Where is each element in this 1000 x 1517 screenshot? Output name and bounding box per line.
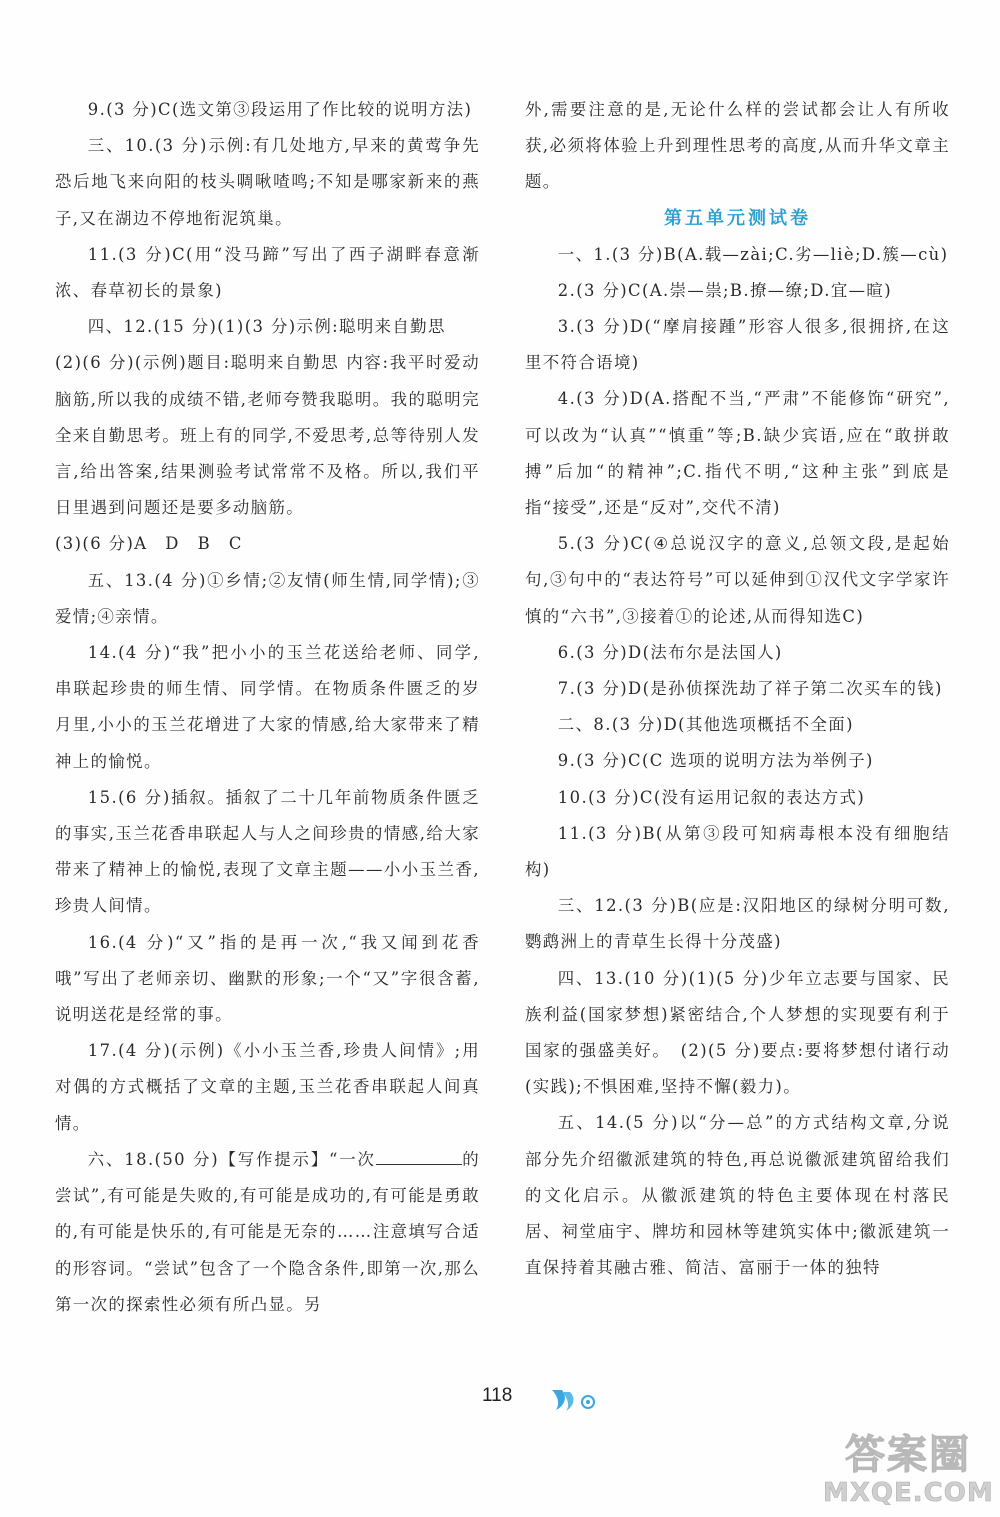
answer-paragraph: (3)(6 分)A D B C	[55, 534, 243, 554]
watermark	[823, 1432, 993, 1508]
section-title: 第五单元测试卷	[664, 207, 811, 229]
answer-paragraph: 一、1.(3 分)B(A.载—zài;C.劣—liè;D.簇—cù)	[557, 244, 949, 264]
answer-paragraph: 二、8.(3 分)D(其他选项概括不全面)	[557, 715, 854, 735]
answer-paragraph: 11.(3 分)B(从第③段可知病毒根本没有细胞结构)	[525, 823, 950, 880]
answer-paragraph: 17.(4 分)(示例)《小小玉兰香,珍贵人间情》;用对偶的方式概括了文章的主题,玉兰花香串联起人间真情。	[55, 1041, 480, 1133]
answer-paragraph: 6.(3 分)D(法布尔是法国人)	[557, 642, 783, 662]
answer-paragraph: 9.(3 分)C(选文第③段运用了作比较的说明方法)	[87, 100, 473, 119]
answer-paragraph: 三、12.(3 分)B(应是:汉阳地区的绿树分明可数,鹦鹉洲上的青草生长得十分茂盛)	[525, 896, 950, 952]
publisher-logo-icon	[548, 1386, 602, 1418]
answer-paragraph: 4.(3 分)D(A.搭配不当,“严肃”不能修饰“研究”,可以改为“认真”“慎重”等;B.缺少宾语,应在“敢拼敢搏”后加“的精神”;C.指代不明,“这种主张”到底是指“接受”,还是“反对”,交代不清)	[525, 389, 950, 518]
answer-paragraph: 四、12.(15 分)(1)(3 分)示例:聪明来自勤思	[87, 317, 446, 337]
left-column	[55, 92, 480, 1323]
answer-paragraph: 9.(3 分)C(C 选项的说明方法为举例子)	[557, 751, 874, 771]
answer-paragraph: 3.(3 分)D(“摩肩接踵”形容人很多,很拥挤,在这里不符合语境)	[525, 317, 950, 373]
essay-prompt-paragraph	[55, 1142, 480, 1323]
answer-paragraph: (2)(6 分)(示例)题目:聪明来自勤思 内容:我平时爱动脑筋,所以我的成绩不错,老师夸赞我聪明。我的聪明完全来自勤思考。班上有的同学,不爱思考,总等待别人发言,给出答案,结果测验考试常常不及格。所以,我们平日里遇到问题还是要多动脑筋。	[55, 353, 480, 518]
answer-paragraph: 10.(3 分)C(没有运用记叙的表达方式)	[557, 787, 866, 807]
page-number: 118	[482, 1385, 513, 1406]
right-column	[525, 92, 950, 1287]
answer-paragraph: 五、13.(4 分)①乡情;②友情(师生情,同学情);③爱情;④亲情。	[55, 570, 480, 626]
answer-paragraph: 五、14.(5 分)以“分—总”的方式结构文章,分说部分先介绍徽派建筑的特色,再总说徽派建筑留给我们的文化启示。从徽派建筑的特色主要体现在村落民居、祠堂庙宇、牌坊和园林等建筑实体中;徽派建筑一直保持着其融古雅、简洁、富丽于一体的独特	[525, 1113, 950, 1278]
continued-essay-paragraph: 外,需要注意的是,无论什么样的尝试都会让人有所收获,必须将体验上升到理性思考的高度,从而升华文章主题。	[525, 100, 950, 192]
essay-prompt-rest: 的尝试”,有可能是失败的,有可能是成功的,有可能是勇敢的,有可能是快乐的,有可能是无奈的……注意填写合适的形容词。“尝试”包含了一个隐含条件,即第一次,那么第一次的探索性必须有所凸显。另	[55, 1149, 480, 1314]
answer-paragraph: 15.(6 分)插叙。插叙了二十几年前物质条件匮乏的事实,玉兰花香串联起人与人之间珍贵的情感,给大家带来了精神上的愉悦,表现了文章主题——小小玉兰香,珍贵人间情。	[55, 787, 480, 916]
answer-paragraph: 2.(3 分)C(A.崇—祟;B.撩—缭;D.宜—暄)	[557, 280, 893, 300]
answer-paragraph: 7.(3 分)D(是孙侦探洗劫了祥子第二次买车的钱)	[557, 679, 943, 699]
fill-in-blank	[376, 1146, 462, 1165]
answer-paragraph: 三、10.(3 分)示例:有几处地方,早来的黄莺争先恐后地飞来向阳的枝头啁啾喳鸣;不知是哪家新来的燕子,又在湖边不停地衔泥筑巢。	[55, 136, 480, 228]
answer-paragraph: 11.(3 分)C(用“没马蹄”写出了西子湖畔春意渐浓、春草初长的景象)	[55, 244, 480, 301]
essay-prompt-start: 六、18.(50 分)【写作提示】“一次	[87, 1149, 376, 1169]
watermark-url: MXQE.COM	[823, 1478, 994, 1508]
answer-paragraph: 5.(3 分)C(④总说汉字的意义,总领文段,是起始句,③句中的“表达符号”可以延伸到①汉代文字学家许慎的“六书”,③接着①的论述,从而得知选C)	[525, 534, 950, 626]
answer-list	[525, 237, 950, 1287]
answer-paragraph: 四、13.(10 分)(1)(5 分)少年立志要与国家、民族利益(国家梦想)紧密结合,个人梦想的实现要有利于国家的强盛美好。 (2)(5 分)要点:要将梦想付诸行动(实践);不惧困难,坚持不懈(毅力)。	[525, 968, 950, 1097]
answer-paragraph: 16.(4 分)“又”指的是再一次,“我又闻到花香哦”写出了老师亲切、幽默的形象;一个“又”字很含蓄,说明送花是经常的事。	[55, 932, 480, 1025]
watermark-logo-text: 答案圈	[845, 1432, 971, 1478]
answer-paragraph: 14.(4 分)“我”把小小的玉兰花送给老师、同学,串联起珍贵的师生情、同学情。在物质条件匮乏的岁月里,小小的玉兰花增进了大家的情感,给大家带来了精神上的愉悦。	[55, 643, 480, 771]
